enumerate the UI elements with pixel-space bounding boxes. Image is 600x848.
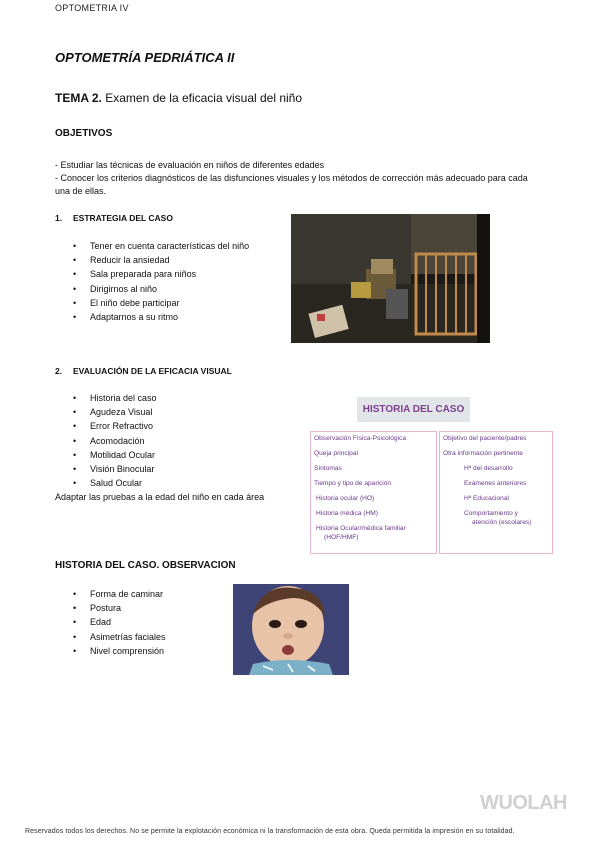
historia-right-column xyxy=(439,431,553,554)
list-item: • Acomodación xyxy=(55,434,157,448)
list-item: • Nivel comprensión xyxy=(55,644,166,658)
list-item: • Historia del caso xyxy=(55,391,157,405)
list-item: • Postura xyxy=(55,601,166,615)
historia-right-item: Objetivo del paciente/padres xyxy=(443,435,527,442)
section-1-heading xyxy=(55,213,173,223)
historia-left-item: Historia ocular (HO) xyxy=(316,495,375,502)
historia-left-item: (HOF/HMF) xyxy=(324,534,359,541)
page-footer: Reservados todos los derechos. No se permite la explotación económica ni la transformación de esta obra. Queda permitida la impresión en su totalidad. xyxy=(25,828,515,835)
objetivo-line-1: - Estudiar las técnicas de evaluación en niños de diferentes edades xyxy=(55,160,325,170)
section-1-list xyxy=(55,239,249,324)
list-item: • Adaptarnos a su ritmo xyxy=(55,310,249,324)
list-item: • Motilidad Ocular xyxy=(55,448,157,462)
historia-left-item: Historia Ocular/médica familiar xyxy=(316,525,406,532)
list-item: • Tener en cuenta características del niño xyxy=(55,239,249,253)
section-2-note: Adaptar las pruebas a la edad del niño en cada área xyxy=(55,492,265,502)
list-item: • Dirigirnos al niño xyxy=(55,282,249,296)
historia-left-item: Observación Física-Psicológica xyxy=(314,435,406,442)
section-1-number: 1. xyxy=(55,213,63,223)
section-2-heading xyxy=(55,366,232,376)
page-header: OPTOMETRIA IV xyxy=(55,3,129,13)
objetivo-line-2: - Conocer los criterios diagnósticos de las disfunciones visuales y los métodos de corrección más adecuado para cada una de ellas. xyxy=(55,173,528,196)
list-item: • Reducir la ansiedad xyxy=(55,253,249,267)
list-item: • Asimetrías faciales xyxy=(55,630,166,644)
photo-baby-image xyxy=(233,584,349,675)
historia-right-item: atención (escolares) xyxy=(472,519,532,526)
section-2-list xyxy=(55,391,157,490)
objetivos-text xyxy=(55,159,545,198)
list-item: • Salud Ocular xyxy=(55,476,157,490)
section-3-list xyxy=(55,587,166,658)
list-item: • El niño debe participar xyxy=(55,296,249,310)
tema-prefix: TEMA 2. xyxy=(55,91,102,105)
section-2-title: EVALUACIÓN DE LA EFICACIA VISUAL xyxy=(73,366,232,376)
list-item: • Agudeza Visual xyxy=(55,405,157,419)
section-2-number: 2. xyxy=(55,366,63,376)
tema-heading xyxy=(55,91,302,105)
historia-figure-title: HISTORIA DEL CASO xyxy=(357,397,470,422)
historia-left-column xyxy=(310,431,437,554)
tema-text: Examen de la eficacia visual del niño xyxy=(101,91,303,105)
section-1-title: ESTRATEGIA DEL CASO xyxy=(73,213,173,223)
list-item: • Sala preparada para niños xyxy=(55,267,249,281)
historia-figure-table xyxy=(310,431,553,554)
section-3-heading: HISTORIA DEL CASO. OBSERVACION xyxy=(55,560,236,571)
historia-left-item: Síntomas xyxy=(314,465,342,472)
wuolah-watermark: WUOLAH xyxy=(480,792,567,814)
historia-right-item: Hª del desarrollo xyxy=(464,465,513,472)
photo-baby xyxy=(233,584,349,675)
historia-left-item: Tiempo y tipo de aparición xyxy=(314,480,392,487)
historia-left-item: Queja principal xyxy=(314,450,358,457)
list-item: • Error Refractivo xyxy=(55,419,157,433)
historia-right-item: Comportamiento y xyxy=(464,510,518,517)
historia-right-item: Otra información pertinente xyxy=(443,450,523,457)
list-item: • Forma de caminar xyxy=(55,587,166,601)
photo-consulting-room xyxy=(291,214,490,343)
historia-right-item: Exámenes anteriores xyxy=(464,480,527,487)
photo-consulting-room-image xyxy=(291,214,490,343)
objetivos-heading: OBJETIVOS xyxy=(55,128,113,139)
historia-right-item: Hª Educacional xyxy=(464,495,509,502)
document-title: OPTOMETRÍA PEDRIÁTICA II xyxy=(55,50,235,65)
historia-left-item: Historia médica (HM) xyxy=(316,510,378,517)
list-item: • Edad xyxy=(55,615,166,629)
list-item: • Visión Binocular xyxy=(55,462,157,476)
